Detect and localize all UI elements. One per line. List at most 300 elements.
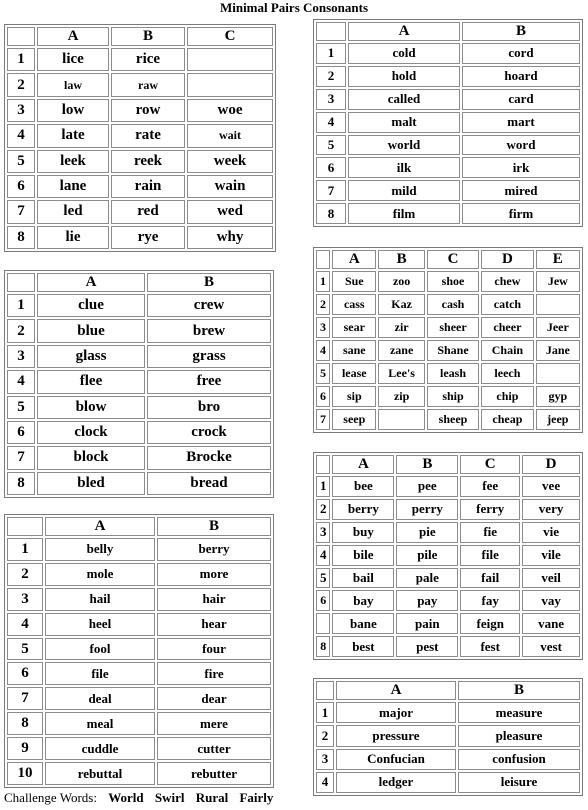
header-cell: A bbox=[332, 250, 376, 269]
header-cell bbox=[316, 455, 330, 474]
row-number: 1 bbox=[316, 43, 346, 64]
word-cell: best bbox=[332, 636, 394, 657]
table-row bbox=[316, 363, 580, 384]
word-cell: row bbox=[111, 99, 185, 122]
table-row bbox=[316, 702, 580, 723]
table-row bbox=[7, 538, 271, 561]
header-cell: C bbox=[460, 455, 520, 474]
table-header-row bbox=[316, 250, 580, 269]
word-cell: shoe bbox=[427, 271, 479, 292]
table-l-r-coda bbox=[313, 19, 583, 227]
row-number: 2 bbox=[316, 294, 330, 315]
word-cell: firm bbox=[462, 203, 580, 224]
word-cell: block bbox=[37, 446, 145, 469]
word-cell: free bbox=[147, 370, 271, 393]
row-number: 3 bbox=[316, 89, 346, 110]
page-title: Minimal Pairs Consonants bbox=[219, 0, 369, 15]
word-cell: sane bbox=[332, 340, 376, 361]
word-cell: more bbox=[157, 563, 271, 586]
row-number: 9 bbox=[7, 737, 43, 760]
word-cell: mild bbox=[348, 180, 460, 201]
table-row bbox=[316, 386, 580, 407]
table-row bbox=[316, 66, 580, 87]
word-cell: rye bbox=[111, 226, 185, 249]
word-cell: late bbox=[37, 124, 109, 147]
word-cell: deal bbox=[45, 687, 155, 710]
row-number: 3 bbox=[316, 317, 330, 338]
word-cell: file bbox=[45, 662, 155, 685]
word-cell: confusion bbox=[458, 749, 580, 770]
word-cell: Shane bbox=[427, 340, 479, 361]
word-cell: cash bbox=[427, 294, 479, 315]
word-cell: hair bbox=[157, 588, 271, 611]
word-cell: clue bbox=[37, 294, 145, 317]
header-cell: A bbox=[348, 22, 460, 41]
row-number: 6 bbox=[316, 590, 330, 611]
row-number: 8 bbox=[316, 636, 330, 657]
row-number: 5 bbox=[316, 568, 330, 589]
word-cell: mired bbox=[462, 180, 580, 201]
word-cell: Jane bbox=[536, 340, 580, 361]
word-cell: sip bbox=[332, 386, 376, 407]
table-row bbox=[316, 499, 580, 520]
word-cell: sheer bbox=[427, 317, 479, 338]
word-cell: bread bbox=[147, 472, 271, 495]
table-header-row bbox=[7, 27, 273, 46]
table-row bbox=[7, 200, 273, 223]
row-number: 7 bbox=[7, 200, 35, 223]
table-final-l-r bbox=[4, 514, 274, 788]
word-cell: grass bbox=[147, 345, 271, 368]
row-number: 3 bbox=[316, 749, 334, 770]
table-row bbox=[7, 345, 271, 368]
word-cell: lice bbox=[37, 48, 109, 71]
word-cell: lie bbox=[37, 226, 109, 249]
challenge-word: Swirl bbox=[154, 790, 185, 805]
header-cell: D bbox=[522, 455, 580, 474]
table-row bbox=[7, 150, 273, 173]
header-cell: C bbox=[427, 250, 479, 269]
word-cell: crew bbox=[147, 294, 271, 317]
word-cell: wain bbox=[187, 175, 273, 198]
table-row bbox=[7, 73, 273, 96]
word-cell: week bbox=[187, 150, 273, 173]
word-cell: hold bbox=[348, 66, 460, 87]
table-row bbox=[316, 545, 580, 566]
word-cell: hear bbox=[157, 613, 271, 636]
table-row bbox=[316, 317, 580, 338]
word-cell: Brocke bbox=[147, 446, 271, 469]
word-cell: called bbox=[348, 89, 460, 110]
table-row bbox=[316, 294, 580, 315]
word-cell: bail bbox=[332, 568, 394, 589]
word-cell: pleasure bbox=[458, 725, 580, 746]
table-row bbox=[7, 737, 271, 760]
word-cell: word bbox=[462, 135, 580, 156]
word-cell: brew bbox=[147, 319, 271, 342]
header-cell: A bbox=[45, 517, 155, 536]
row-number: 1 bbox=[316, 476, 330, 497]
row-number: 2 bbox=[7, 319, 35, 342]
word-cell: mere bbox=[157, 712, 271, 735]
word-cell: berry bbox=[157, 538, 271, 561]
table-header-row bbox=[7, 517, 271, 536]
header-cell bbox=[316, 22, 346, 41]
word-cell: bay bbox=[332, 590, 394, 611]
word-cell: fee bbox=[460, 476, 520, 497]
header-cell: B bbox=[458, 681, 580, 700]
word-cell: vie bbox=[522, 522, 580, 543]
table-row bbox=[7, 175, 273, 198]
word-cell: cutter bbox=[157, 737, 271, 760]
row-number: 4 bbox=[316, 340, 330, 361]
word-cell: bile bbox=[332, 545, 394, 566]
word-cell: sheep bbox=[427, 409, 479, 430]
word-cell: cheer bbox=[481, 317, 533, 338]
challenge-words bbox=[4, 790, 273, 806]
word-cell: pie bbox=[396, 522, 458, 543]
table-row bbox=[7, 662, 271, 685]
word-cell: low bbox=[37, 99, 109, 122]
word-cell: red bbox=[111, 200, 185, 223]
word-cell: fest bbox=[460, 636, 520, 657]
table-sibilants bbox=[313, 247, 583, 433]
row-number: 10 bbox=[7, 762, 43, 785]
table-row bbox=[7, 446, 271, 469]
table-row bbox=[316, 590, 580, 611]
table-row bbox=[7, 319, 271, 342]
header-cell: E bbox=[536, 250, 580, 269]
word-cell: blue bbox=[37, 319, 145, 342]
word-cell: bled bbox=[37, 472, 145, 495]
challenge-word: World bbox=[108, 790, 144, 805]
word-cell: card bbox=[462, 89, 580, 110]
word-cell: wait bbox=[187, 124, 273, 147]
word-cell: fire bbox=[157, 662, 271, 685]
word-cell: heel bbox=[45, 613, 155, 636]
word-cell: berry bbox=[332, 499, 394, 520]
word-cell: chip bbox=[481, 386, 533, 407]
row-number: 8 bbox=[7, 226, 35, 249]
table-row bbox=[316, 135, 580, 156]
header-cell: B bbox=[378, 250, 424, 269]
table-header-row bbox=[316, 681, 580, 700]
table-header-row bbox=[316, 455, 580, 474]
row-number: 5 bbox=[316, 363, 330, 384]
word-cell: crock bbox=[147, 421, 271, 444]
word-cell: bro bbox=[147, 396, 271, 419]
table-row bbox=[7, 99, 273, 122]
word-cell bbox=[187, 73, 273, 96]
table-row bbox=[7, 48, 273, 71]
table-clusters bbox=[4, 270, 274, 498]
word-cell: rain bbox=[111, 175, 185, 198]
word-cell: mole bbox=[45, 563, 155, 586]
table-row bbox=[316, 749, 580, 770]
word-cell: jeep bbox=[536, 409, 580, 430]
row-number: 4 bbox=[7, 613, 43, 636]
word-cell: lane bbox=[37, 175, 109, 198]
table-row bbox=[7, 226, 273, 249]
word-cell: fie bbox=[460, 522, 520, 543]
row-number: 8 bbox=[316, 203, 346, 224]
header-cell: B bbox=[147, 273, 271, 292]
word-cell bbox=[378, 409, 424, 430]
header-cell: B bbox=[157, 517, 271, 536]
word-cell: pain bbox=[396, 613, 458, 634]
word-cell: major bbox=[336, 702, 456, 723]
word-cell: leisure bbox=[458, 772, 580, 793]
word-cell: irk bbox=[462, 157, 580, 178]
word-cell: world bbox=[348, 135, 460, 156]
row-number: 4 bbox=[316, 772, 334, 793]
row-number: 3 bbox=[7, 588, 43, 611]
word-cell: vee bbox=[522, 476, 580, 497]
row-number: 7 bbox=[7, 687, 43, 710]
word-cell: reek bbox=[111, 150, 185, 173]
word-cell: ferry bbox=[460, 499, 520, 520]
word-cell bbox=[187, 48, 273, 71]
word-cell: pay bbox=[396, 590, 458, 611]
row-number: 2 bbox=[316, 725, 334, 746]
table-zh bbox=[313, 678, 583, 796]
header-cell bbox=[7, 273, 35, 292]
word-cell: four bbox=[157, 638, 271, 661]
word-cell: hoard bbox=[462, 66, 580, 87]
row-number: 2 bbox=[7, 563, 43, 586]
table-row bbox=[7, 762, 271, 785]
word-cell: cass bbox=[332, 294, 376, 315]
word-cell: film bbox=[348, 203, 460, 224]
word-cell: cuddle bbox=[45, 737, 155, 760]
word-cell: pest bbox=[396, 636, 458, 657]
table-row bbox=[316, 568, 580, 589]
row-number: 3 bbox=[7, 99, 35, 122]
table-row bbox=[7, 687, 271, 710]
word-cell: glass bbox=[37, 345, 145, 368]
word-cell: malt bbox=[348, 112, 460, 133]
row-number bbox=[316, 613, 330, 634]
word-cell: zoo bbox=[378, 271, 424, 292]
table-row bbox=[316, 522, 580, 543]
word-cell: pee bbox=[396, 476, 458, 497]
word-cell: leech bbox=[481, 363, 533, 384]
word-cell: why bbox=[187, 226, 273, 249]
word-cell: fool bbox=[45, 638, 155, 661]
table-row bbox=[316, 340, 580, 361]
word-cell: mart bbox=[462, 112, 580, 133]
table-row bbox=[7, 421, 271, 444]
header-cell bbox=[316, 681, 334, 700]
word-cell: sear bbox=[332, 317, 376, 338]
word-cell: Kaz bbox=[378, 294, 424, 315]
table-header-row bbox=[7, 273, 271, 292]
word-cell: ledger bbox=[336, 772, 456, 793]
challenge-label: Challenge Words: bbox=[4, 790, 97, 805]
row-number: 6 bbox=[316, 386, 330, 407]
row-number: 6 bbox=[7, 175, 35, 198]
word-cell: ship bbox=[427, 386, 479, 407]
word-cell bbox=[536, 294, 580, 315]
table-row bbox=[7, 124, 273, 147]
table-row bbox=[7, 294, 271, 317]
table-row bbox=[316, 180, 580, 201]
row-number: 1 bbox=[316, 702, 334, 723]
table-row bbox=[316, 271, 580, 292]
table-row bbox=[316, 476, 580, 497]
row-number: 3 bbox=[316, 522, 330, 543]
row-number: 2 bbox=[316, 499, 330, 520]
word-cell: vane bbox=[522, 613, 580, 634]
word-cell: seep bbox=[332, 409, 376, 430]
word-cell: chew bbox=[481, 271, 533, 292]
word-cell: led bbox=[37, 200, 109, 223]
table-row bbox=[7, 588, 271, 611]
word-cell: vest bbox=[522, 636, 580, 657]
table-lrw bbox=[4, 24, 276, 252]
challenge-word: Rural bbox=[195, 790, 229, 805]
word-cell: fay bbox=[460, 590, 520, 611]
word-cell: zip bbox=[378, 386, 424, 407]
header-cell bbox=[7, 27, 35, 46]
word-cell: rebutter bbox=[157, 762, 271, 785]
word-cell: wed bbox=[187, 200, 273, 223]
header-cell: A bbox=[332, 455, 394, 474]
header-cell bbox=[7, 517, 43, 536]
challenge-word: Fairly bbox=[239, 790, 274, 805]
header-cell: A bbox=[37, 27, 109, 46]
word-cell: zir bbox=[378, 317, 424, 338]
table-row bbox=[316, 112, 580, 133]
row-number: 4 bbox=[7, 370, 35, 393]
word-cell: pile bbox=[396, 545, 458, 566]
word-cell: buy bbox=[332, 522, 394, 543]
table-row bbox=[316, 613, 580, 634]
word-cell: gyp bbox=[536, 386, 580, 407]
row-number: 7 bbox=[316, 180, 346, 201]
row-number: 5 bbox=[316, 135, 346, 156]
row-number: 8 bbox=[7, 472, 35, 495]
row-number: 4 bbox=[316, 545, 330, 566]
table-row bbox=[316, 409, 580, 430]
word-cell: cheap bbox=[481, 409, 533, 430]
table-row bbox=[316, 43, 580, 64]
word-cell: Sue bbox=[332, 271, 376, 292]
word-cell: rice bbox=[111, 48, 185, 71]
word-cell: meal bbox=[45, 712, 155, 735]
row-number: 7 bbox=[316, 409, 330, 430]
word-cell: Lee's bbox=[378, 363, 424, 384]
header-cell: A bbox=[336, 681, 456, 700]
word-cell: leash bbox=[427, 363, 479, 384]
row-number: 4 bbox=[7, 124, 35, 147]
header-cell: D bbox=[481, 250, 533, 269]
row-number: 2 bbox=[7, 73, 35, 96]
word-cell: perry bbox=[396, 499, 458, 520]
table-row bbox=[7, 613, 271, 636]
table-row bbox=[316, 203, 580, 224]
row-number: 2 bbox=[316, 66, 346, 87]
row-number: 5 bbox=[7, 150, 35, 173]
table-row bbox=[316, 772, 580, 793]
word-cell: Jew bbox=[536, 271, 580, 292]
table-row bbox=[7, 638, 271, 661]
word-cell: law bbox=[37, 73, 109, 96]
word-cell: flee bbox=[37, 370, 145, 393]
word-cell: bane bbox=[332, 613, 394, 634]
word-cell: leek bbox=[37, 150, 109, 173]
word-cell: catch bbox=[481, 294, 533, 315]
row-number: 6 bbox=[316, 157, 346, 178]
word-cell: pale bbox=[396, 568, 458, 589]
row-number: 1 bbox=[7, 48, 35, 71]
table-row bbox=[7, 472, 271, 495]
word-cell: veil bbox=[522, 568, 580, 589]
table-row bbox=[7, 563, 271, 586]
word-cell: blow bbox=[37, 396, 145, 419]
word-cell: belly bbox=[45, 538, 155, 561]
header-cell: B bbox=[111, 27, 185, 46]
table-header-row bbox=[316, 22, 580, 41]
word-cell: Confucian bbox=[336, 749, 456, 770]
word-cell: hail bbox=[45, 588, 155, 611]
table-row bbox=[316, 89, 580, 110]
table-row bbox=[7, 370, 271, 393]
row-number: 1 bbox=[7, 538, 43, 561]
row-number: 7 bbox=[7, 446, 35, 469]
row-number: 6 bbox=[7, 421, 35, 444]
row-number: 8 bbox=[7, 712, 43, 735]
word-cell: cold bbox=[348, 43, 460, 64]
word-cell: lease bbox=[332, 363, 376, 384]
row-number: 5 bbox=[7, 638, 43, 661]
word-cell: vile bbox=[522, 545, 580, 566]
word-cell: fail bbox=[460, 568, 520, 589]
header-cell bbox=[316, 250, 330, 269]
table-row bbox=[316, 636, 580, 657]
table-row bbox=[7, 396, 271, 419]
row-number: 1 bbox=[7, 294, 35, 317]
word-cell: bee bbox=[332, 476, 394, 497]
word-cell: cord bbox=[462, 43, 580, 64]
row-number: 4 bbox=[316, 112, 346, 133]
header-cell: C bbox=[187, 27, 273, 46]
word-cell: Jeer bbox=[536, 317, 580, 338]
header-cell: B bbox=[462, 22, 580, 41]
word-cell: feign bbox=[460, 613, 520, 634]
word-cell: vay bbox=[522, 590, 580, 611]
row-number: 5 bbox=[7, 396, 35, 419]
word-cell: Chain bbox=[481, 340, 533, 361]
table-row bbox=[7, 712, 271, 735]
table-row bbox=[316, 157, 580, 178]
word-cell: very bbox=[522, 499, 580, 520]
word-cell: rebuttal bbox=[45, 762, 155, 785]
row-number: 3 bbox=[7, 345, 35, 368]
word-cell: zane bbox=[378, 340, 424, 361]
word-cell: woe bbox=[187, 99, 273, 122]
word-cell: measure bbox=[458, 702, 580, 723]
word-cell: raw bbox=[111, 73, 185, 96]
header-cell: B bbox=[396, 455, 458, 474]
word-cell bbox=[536, 363, 580, 384]
table-b-p-f-v bbox=[313, 452, 583, 660]
word-cell: clock bbox=[37, 421, 145, 444]
word-cell: file bbox=[460, 545, 520, 566]
header-cell: A bbox=[37, 273, 145, 292]
word-cell: ilk bbox=[348, 157, 460, 178]
word-cell: rate bbox=[111, 124, 185, 147]
